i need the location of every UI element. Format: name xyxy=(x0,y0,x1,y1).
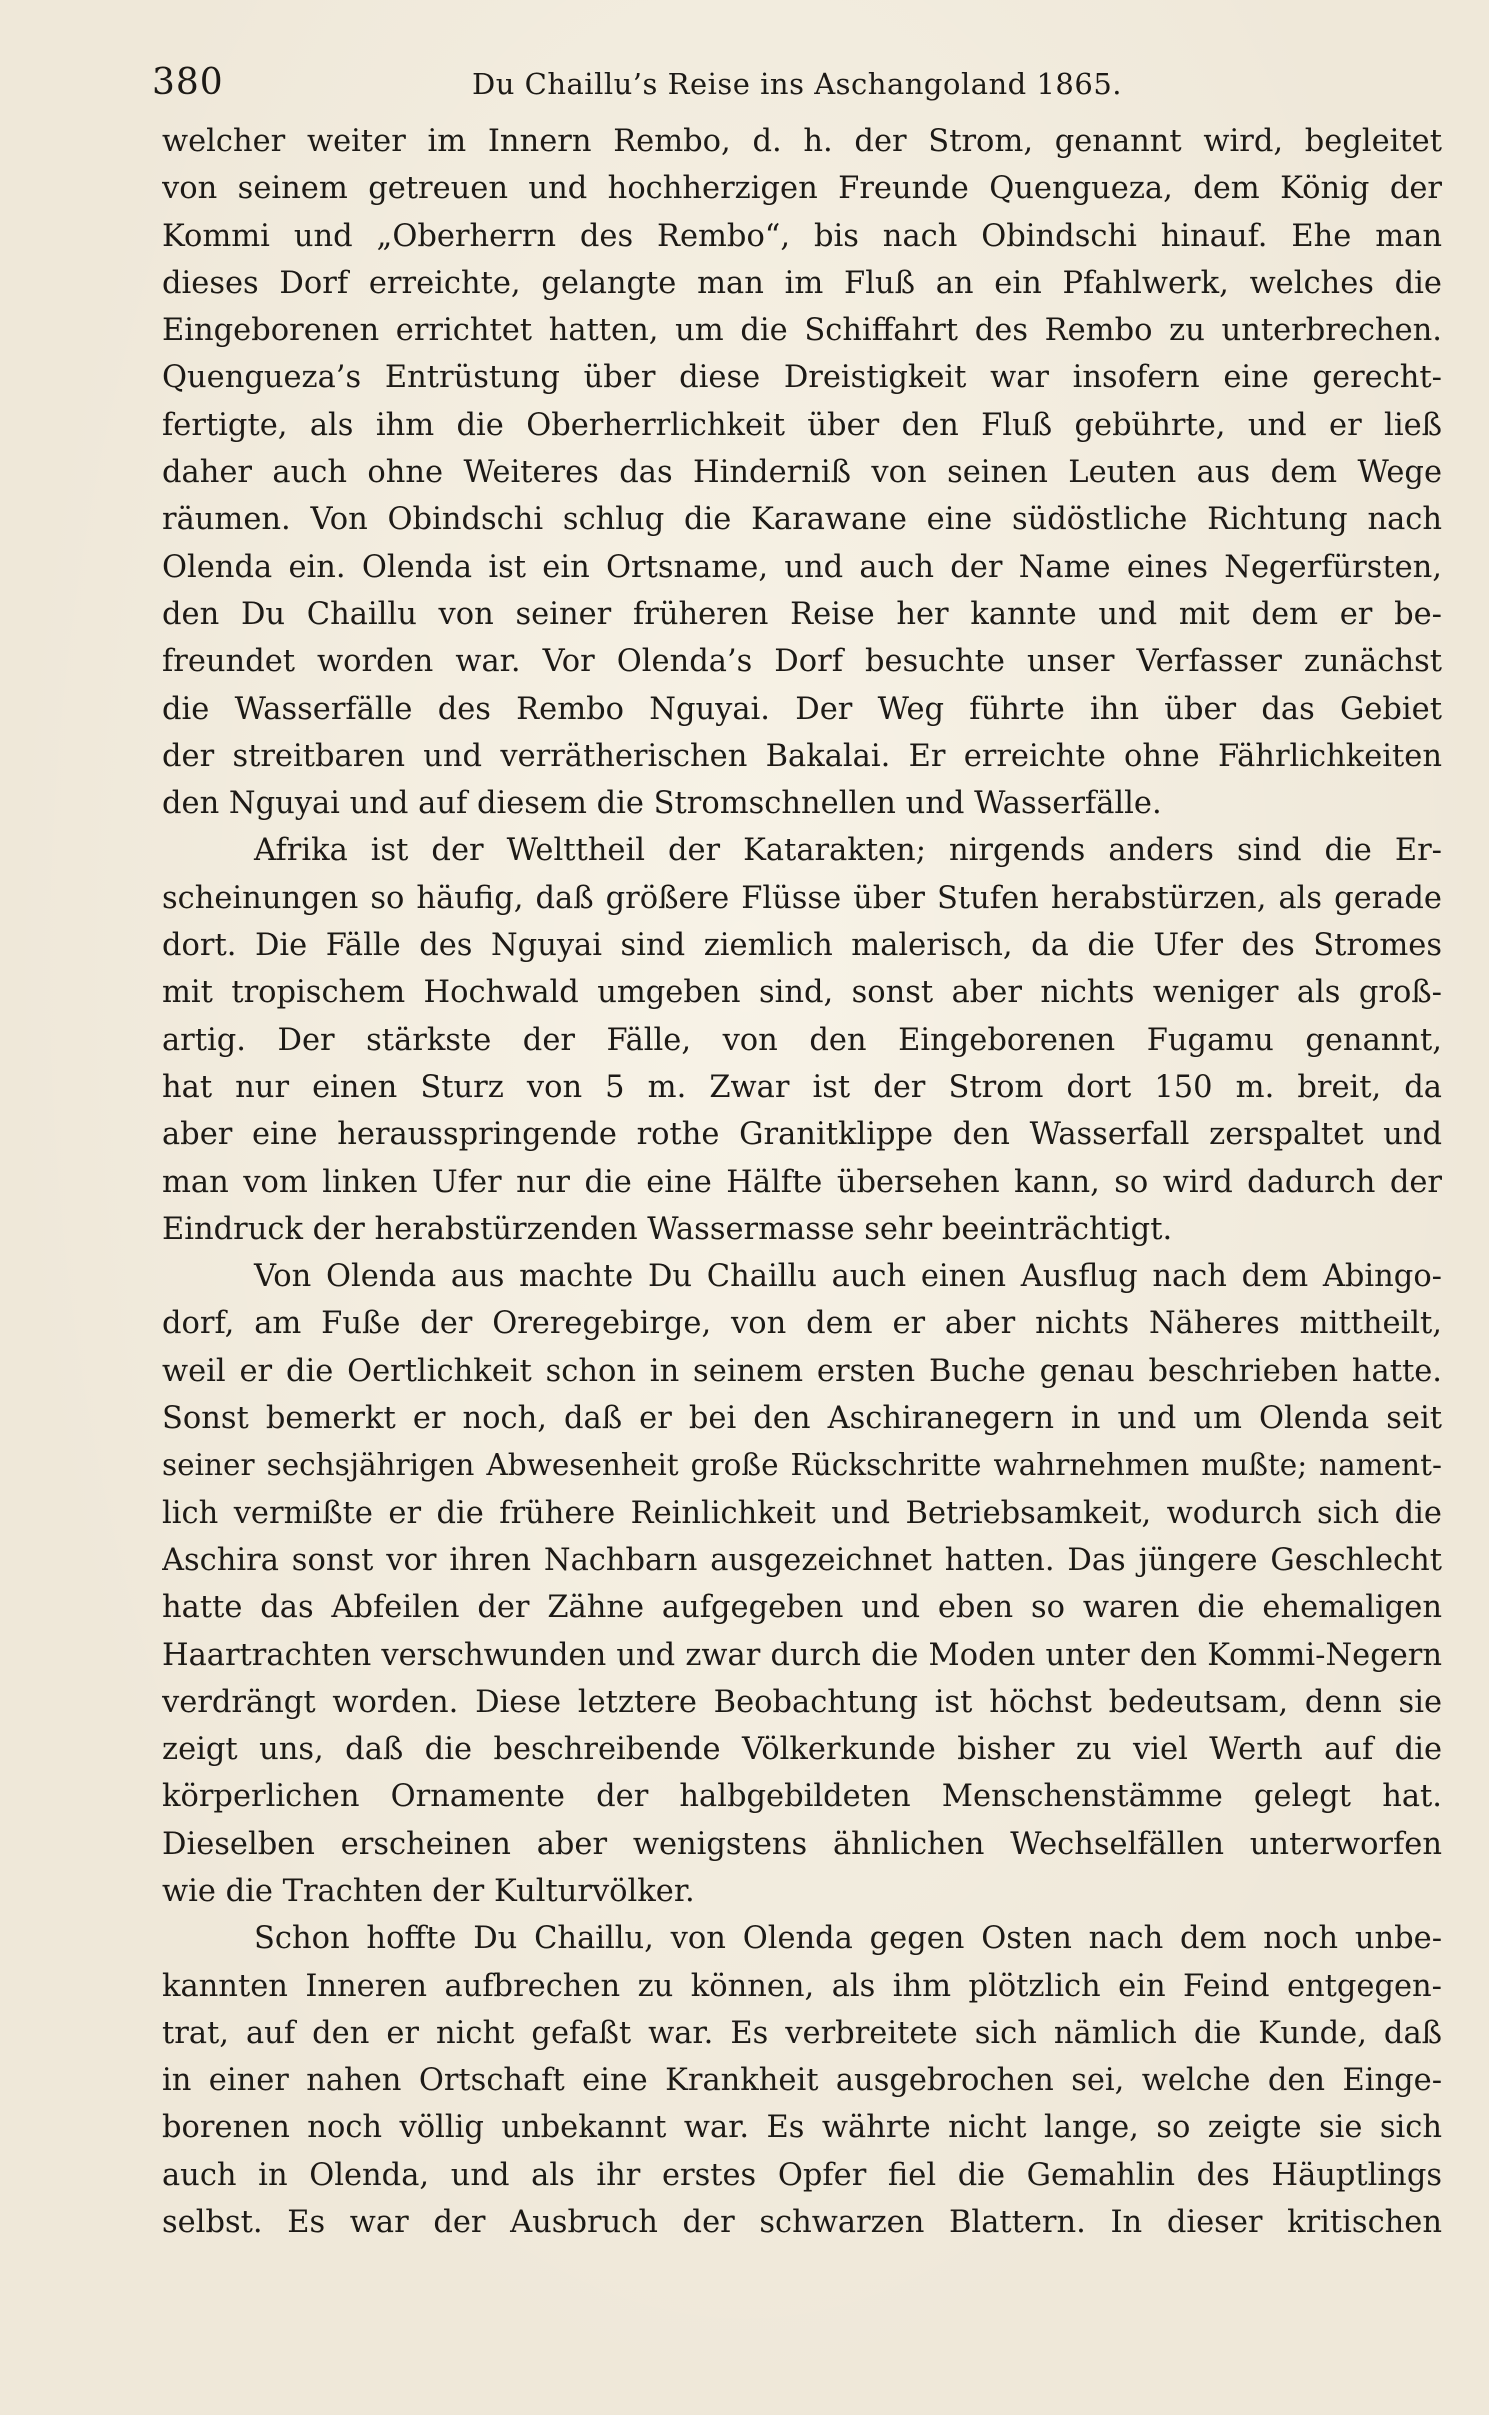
text-line: räumen. Von Obindschi schlug die Karawane eine südöstliche Richtung nach xyxy=(162,502,1442,538)
text-line: daher auch ohne Weiteres das Hinderniß von seinen Leuten aus dem Wege xyxy=(162,455,1442,491)
text-line: Schon hoffte Du Chaillu, von Olenda gegen Osten nach dem noch unbe- xyxy=(254,1921,1442,1957)
page-header xyxy=(152,58,1442,108)
text-line: Aschira sonst vor ihren Nachbarn ausgezeichnet hatten. Das jüngere Geschlecht xyxy=(162,1542,1442,1578)
body-text xyxy=(162,118,1442,2246)
text-line: kannten Inneren aufbrechen zu können, als ihm plötzlich ein Feind entgegen- xyxy=(162,1968,1442,2004)
text-line: dieses Dorf erreichte, gelangte man im Fluß an ein Pfahlwerk, welches die xyxy=(162,265,1442,301)
text-line: weil er die Oertlichkeit schon in seinem ersten Buche genau beschrieben hatte. xyxy=(162,1353,1442,1389)
text-line: man vom linken Ufer nur die eine Hälfte übersehen kann, so wird dadurch der xyxy=(162,1164,1442,1200)
text-line: von seinem getreuen und hochherzigen Freunde Quengueza, dem König der xyxy=(162,171,1442,207)
text-line: die Wasserfälle des Rembo Nguyai. Der Weg führte ihn über das Gebiet xyxy=(162,691,1442,727)
text-line: der streitbaren und verrätherischen Bakalai. Er erreichte ohne Fährlichkeiten xyxy=(162,738,1442,774)
text-line: körperlichen Ornamente der halbgebildeten Menschenstämme gelegt hat. xyxy=(162,1779,1442,1815)
text-line: mit tropischem Hochwald umgeben sind, sonst aber nichts weniger als groß- xyxy=(162,975,1442,1011)
text-line: aber eine herausspringende rothe Granitklippe den Wasserfall zerspaltet und xyxy=(162,1117,1442,1153)
text-line: auch in Olenda, und als ihr erstes Opfer fiel die Gemahlin des Häuptlings xyxy=(162,2157,1442,2193)
text-line: Kommi und „Oberherrn des Rembo“, bis nach Obindschi hinauf. Ehe man xyxy=(162,218,1442,254)
text-line: den Du Chaillu von seiner früheren Reise her kannte und mit dem er be- xyxy=(162,596,1442,632)
text-line: Eindruck der herabstürzenden Wassermasse sehr beeinträchtigt. xyxy=(162,1211,1173,1247)
text-line: verdrängt worden. Diese letztere Beobachtung ist höchst bedeutsam, denn sie xyxy=(162,1684,1442,1720)
text-line: scheinungen so häufig, daß größere Flüsse über Stufen herabstürzen, als gerade xyxy=(162,880,1442,916)
text-line: hat nur einen Sturz von 5 m. Zwar ist der Strom dort 150 m. breit, da xyxy=(162,1069,1442,1105)
text-line: Von Olenda aus machte Du Chaillu auch einen Ausflug nach dem Abingo- xyxy=(254,1259,1442,1295)
text-line: artig. Der stärkste der Fälle, von den Eingeborenen Fugamu genannt, xyxy=(162,1022,1442,1058)
text-line: hatte das Abfeilen der Zähne aufgegeben und eben so waren die ehemaligen xyxy=(162,1590,1442,1626)
text-line: Haartrachten verschwunden und zwar durch die Moden unter den Kommi-Negern xyxy=(162,1637,1442,1673)
text-line: selbst. Es war der Ausbruch der schwarzen Blattern. In dieser kritischen xyxy=(162,2205,1442,2241)
text-line: seiner sechsjährigen Abwesenheit große Rückschritte wahrnehmen mußte; nament- xyxy=(162,1448,1442,1483)
text-line: lich vermißte er die frühere Reinlichkeit und Betriebsamkeit, wodurch sich die xyxy=(162,1495,1442,1531)
text-line: dort. Die Fälle des Nguyai sind ziemlich malerisch, da die Ufer des Stromes xyxy=(162,928,1442,964)
text-line: Sonst bemerkt er noch, daß er bei den Aschiranegern in und um Olenda seit xyxy=(162,1401,1442,1437)
text-line: Quengueza’s Entrüstung über diese Dreistigkeit war insofern eine gerecht- xyxy=(162,360,1442,396)
text-line: Olenda ein. Olenda ist ein Ortsname, und auch der Name eines Negerfürsten, xyxy=(162,549,1442,585)
text-line: Dieselben erscheinen aber wenigstens ähnlichen Wechselfällen unterworfen xyxy=(162,1826,1442,1862)
text-line: trat, auf den er nicht gefaßt war. Es verbreitete sich nämlich die Kunde, daß xyxy=(162,2015,1442,2051)
text-line: wie die Trachten der Kulturvölker. xyxy=(162,1873,695,1909)
text-line: Eingeborenen errichtet hatten, um die Schiffahrt des Rembo zu unterbrechen. xyxy=(162,313,1442,349)
page-number: 380 xyxy=(152,62,224,103)
text-line: fertigte, als ihm die Oberherrlichkeit über den Fluß gebührte, und er ließ xyxy=(162,407,1442,443)
text-line: dorf, am Fuße der Oreregebirge, von dem er aber nichts Näheres mittheilt, xyxy=(162,1306,1442,1342)
running-title: Du Chaillu’s Reise ins Aschangoland 1865. xyxy=(472,67,1122,101)
text-line: den Nguyai und auf diesem die Stromschnellen und Wasserfälle. xyxy=(162,786,1162,822)
text-line: zeigt uns, daß die beschreibende Völkerkunde bisher zu viel Werth auf die xyxy=(162,1732,1442,1768)
text-line: freundet worden war. Vor Olenda’s Dorf besuchte unser Verfasser zunächst xyxy=(162,644,1442,680)
text-line: in einer nahen Ortschaft eine Krankheit ausgebrochen sei, welche den Einge- xyxy=(162,2063,1442,2099)
text-line: welcher weiter im Innern Rembo, d. h. der Strom, genannt wird, begleitet xyxy=(162,124,1442,159)
text-line: borenen noch völlig unbekannt war. Es währte nicht lange, so zeigte sie sich xyxy=(162,2110,1442,2146)
text-line: Afrika ist der Welttheil der Katarakten; nirgends anders sind die Er- xyxy=(254,833,1442,869)
